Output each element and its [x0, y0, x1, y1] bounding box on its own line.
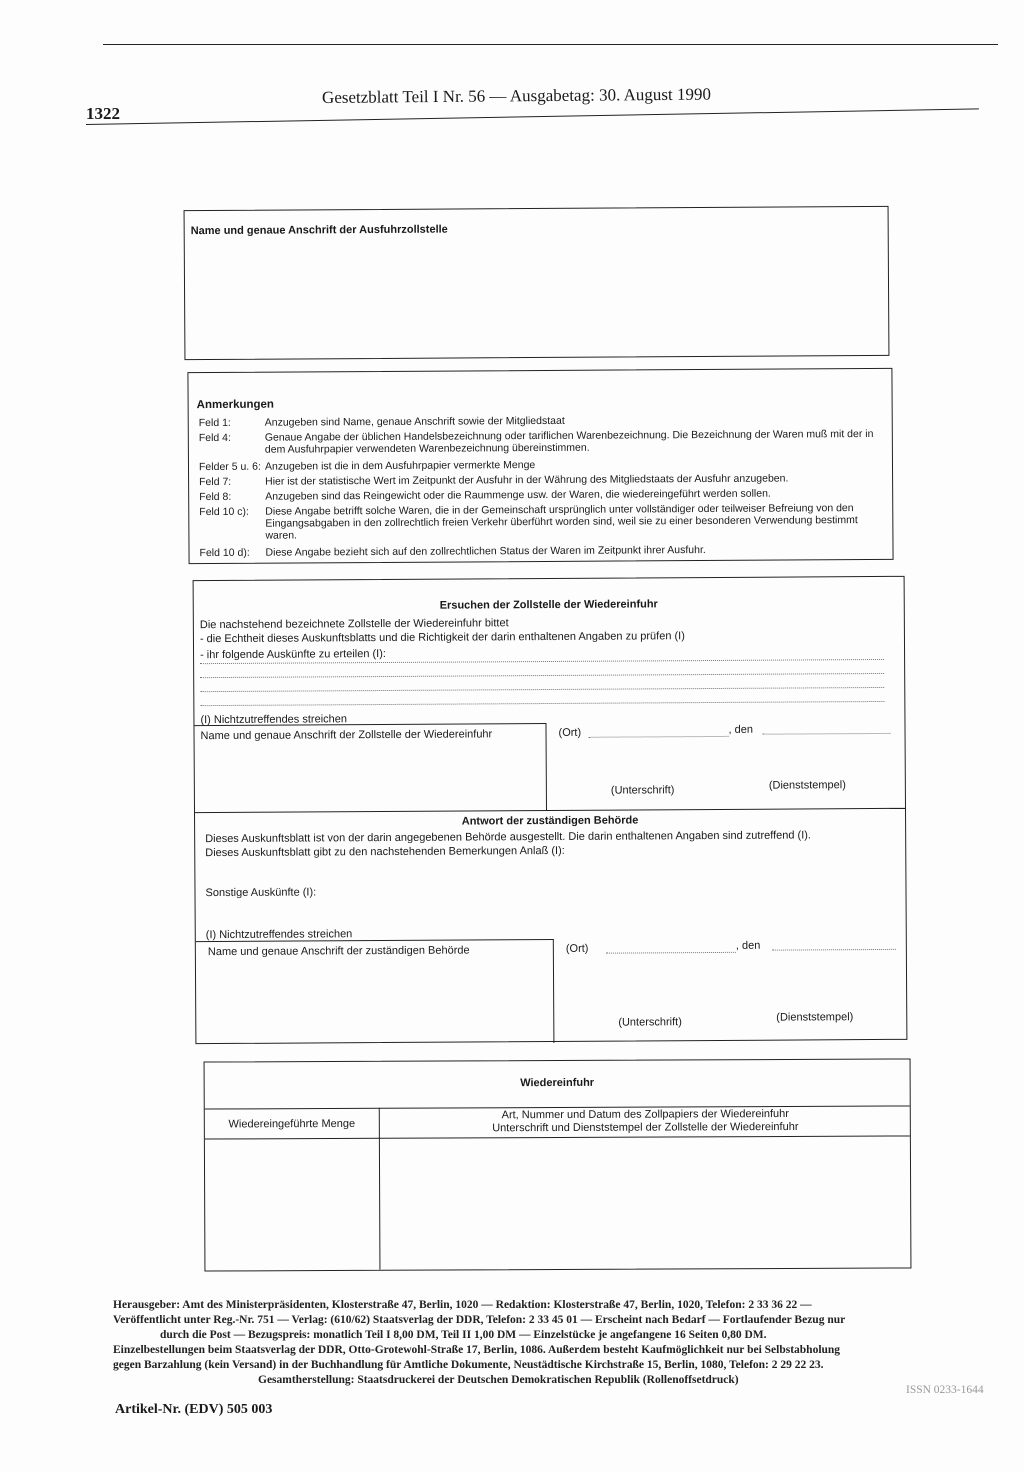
ersuchen-line2: - die Echtheit dieses Auskunftsblatts und die Richtigkeit der darin enthaltenen Angaben zu prüfen (I) [199, 630, 685, 646]
answer-line[interactable] [200, 687, 884, 692]
note-row [198, 427, 882, 456]
antwort-heading: Antwort der zuständigen Behörde [461, 814, 639, 828]
ersuchen-date-field[interactable] [763, 733, 891, 735]
antwort-ort-field[interactable] [606, 952, 736, 954]
ersuchen-stamp-label: (Dienststempel) [768, 779, 846, 792]
wiedereinfuhr-heading: Wiedereinfuhr [520, 1076, 595, 1090]
ersuchen-note: (I) Nichtzutreffendes streichen [200, 713, 348, 727]
note-row [199, 502, 882, 542]
imprint-line: Herausgeber: Amt des Ministerpräsidenten, Klosterstraße 47, Berlin, 1020 — Redaktion: Klosterstraße 47, Berlin, 1020, Telefon: 2 33 36 22 — [113, 1299, 812, 1311]
note-text: Diese Angabe betrifft solche Waren, die in der Gemeinschaft ursprünglich unter vollständiger oder teilweiser Befreiung von den Eingangsabgaben in den zollrechtlich freien Verkehr überführt worden sind, weil sie zu einer besonderen Verwendung bestimmt waren. [265, 502, 858, 542]
ersuchen-line1: Die nachstehend bezeichnete Zollstelle der Wiedereinfuhr bittet [199, 617, 509, 632]
ersuchen-heading: Ersuchen der Zollstelle der Wiedereinfuhr [439, 598, 658, 612]
note-text: Genaue Angabe der üblichen Handelsbezeichnung oder tariflichen Warenbezeichnung. Die Bezeichnung der Waren muß mit der in dem Ausfuhrpapier verwendeten Warenbezeichnung übereinstimmen. [264, 427, 874, 456]
note-text: Hier ist der statistische Wert im Zeitpunkt der Ausfuhr in der Währung des Mitgliedstaats der Ausfuhr anzugeben. [265, 472, 789, 488]
imprint-line: durch die Post — Bezugspreis: monatlich Teil I 8,00 DM, Teil II 1,00 DM — Einzelstücke je angefangene 16 Seiten 0,80 DM. [160, 1329, 767, 1341]
note-row [199, 472, 882, 489]
anmerkungen-box [187, 368, 893, 564]
ersuchen-address-label: Name und genaue Anschrift der Zollstelle der Wiedereinfuhr [200, 728, 493, 743]
wiedereinfuhr-col-papier-line1: Art, Nummer und Datum des Zollpapiers der Wiedereinfuhr [501, 1107, 789, 1122]
note-row [198, 457, 882, 474]
note-row [199, 487, 882, 504]
wiedereinfuhr-box [204, 1058, 912, 1271]
issn: ISSN 0233-1644 [906, 1384, 984, 1396]
header-bottom-rule [86, 108, 979, 125]
ersuchen-ort-label: (Ort) [558, 726, 582, 739]
wiedereinfuhr-papier-cell[interactable] [381, 1137, 911, 1269]
header-top-rule [103, 44, 998, 45]
antwort-line2: Dieses Auskunftsblatt gibt zu den nachstehenden Bemerkungen Anlaß (I): [205, 844, 565, 860]
antwort-stamp-label: (Dienststempel) [776, 1011, 854, 1024]
note-text: Anzugeben sind das Reingewicht oder die Raummenge usw. der Waren, die wiedereingeführt werden sollen. [265, 487, 771, 503]
answer-line[interactable] [200, 701, 884, 706]
ausfuhrzollstelle-box[interactable] [184, 206, 890, 360]
imprint-line: Veröffentlicht unter Reg.-Nr. 751 — Verlag: (610/62) Staatsverlag der DDR, Telefon: 2 33 45 01 — Erscheint nach Bedarf — Fortlaufender Bezug nur [113, 1314, 846, 1326]
ersuchen-address-box[interactable] [194, 723, 547, 813]
imprint-line: Gesamtherstellung: Staatsdruckerei der Deutschen Demokratischen Republik (Rollenoffsetdruck) [258, 1374, 739, 1386]
note-text: Anzugeben sind Name, genaue Anschrift sowie der Mitgliedstaat [264, 414, 565, 429]
antwort-den-label: , den [735, 939, 761, 952]
ersuchen-ort-field[interactable] [589, 736, 729, 738]
wiedereinfuhr-menge-cell[interactable] [205, 1140, 380, 1271]
antwort-signature-label: (Unterschrift) [618, 1016, 682, 1029]
note-text: Anzugeben ist die in dem Ausfuhrpapier vermerkte Menge [264, 459, 536, 473]
note-text: Diese Angabe bezieht sich auf den zollrechtlichen Status der Waren im Zeitpunkt ihrer Ausfuhr. [265, 543, 706, 559]
page-title: Gesetzblatt Teil I Nr. 56 — Ausgabetag: 30. August 1990 [321, 84, 712, 107]
note-label: Feld 10 d): [199, 546, 250, 560]
page-number: 1322 [86, 104, 120, 123]
ersuchen-line3: - ihr folgende Auskünfte zu erteilen (I): [200, 647, 386, 662]
artikel-nummer: Artikel-Nr. (EDV) 505 003 [115, 1402, 273, 1417]
answer-line[interactable] [200, 673, 884, 678]
antwort-ort-label: (Ort) [565, 942, 589, 955]
imprint-line: Einzelbestellungen beim Staatsverlag der DDR, Otto-Grotewohl-Straße 17, Berlin, 1086. Außerdem besteht Kaufmöglichkeit nur bei Selbstabholung [113, 1344, 841, 1356]
ersuchen-den-label: , den [728, 723, 754, 736]
ersuchen-signature-label: (Unterschrift) [610, 784, 675, 797]
antwort-address-box[interactable] [196, 939, 555, 1045]
imprint-line: gegen Barzahlung (kein Versand) in der Buchhandlung für Amtliche Dokumente, Neustädtische Kirchstraße 15, Berlin, 1080, Telefon: 2 29 22 23. [113, 1359, 824, 1371]
note-row [198, 413, 882, 430]
antwort-sonstige: Sonstige Auskünfte (I): [205, 886, 317, 900]
antwort-date-field[interactable] [772, 949, 896, 951]
note-label: Feld 1: [198, 416, 231, 430]
ausfuhrzollstelle-label: Name und genaue Anschrift der Ausfuhrzollstelle [190, 223, 448, 238]
note-label: Feld 10 c): [199, 505, 249, 519]
note-label: Feld 8: [199, 490, 232, 504]
wiedereinfuhr-col-papier-line2: Unterschrift und Dienststempel der Zollstelle der Wiedereinfuhr [492, 1120, 799, 1135]
antwort-address-label: Name und genaue Anschrift der zuständigen Behörde [207, 944, 470, 959]
antwort-note: (I) Nichtzutreffendes streichen [205, 928, 353, 942]
note-label: Feld 7: [199, 475, 232, 489]
antwort-line1: Dieses Auskunftsblatt ist von der darin angegebenen Behörde ausgestellt. Die darin enthaltenen Angaben sind zutreffend (I). [205, 829, 812, 846]
note-label: Feld 4: [198, 431, 231, 445]
wiedereinfuhr-col-menge: Wiedereingeführte Menge [228, 1117, 356, 1131]
note-label: Felder 5 u. 6: [198, 460, 261, 474]
note-row [199, 543, 882, 560]
ersuchen-antwort-box [193, 576, 908, 1044]
anmerkungen-heading: Anmerkungen [196, 398, 274, 412]
